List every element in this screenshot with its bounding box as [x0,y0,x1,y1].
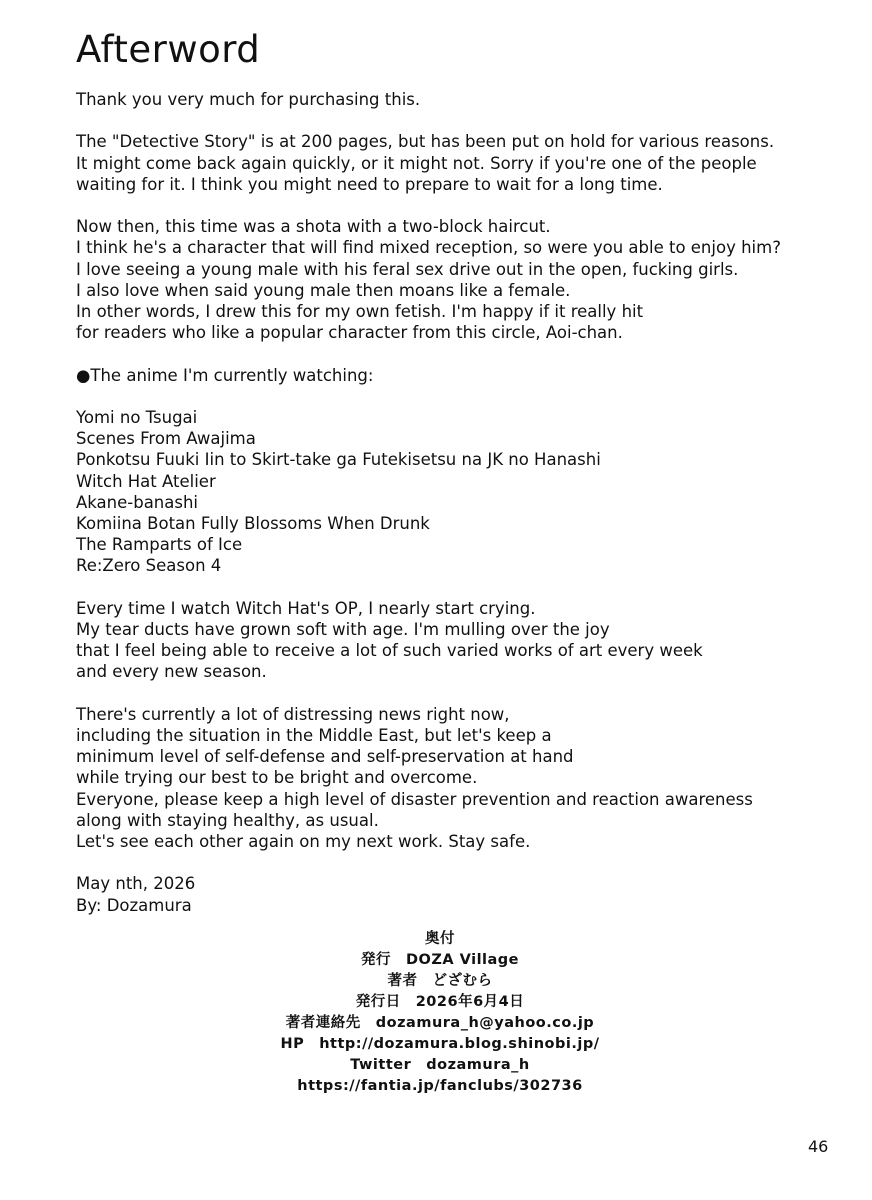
text-line: There's currently a lot of distressing news right now, [76,704,510,724]
text-line: In other words, I drew this for my own fetish. I'm happy if it really hit [76,302,644,321]
paragraph [76,89,856,110]
text-line: Akane-banashi [76,492,199,512]
paragraph [76,407,856,577]
paragraph [76,365,856,386]
colophon-line: 著者連絡先 dozamura_h@yahoo.co.jp [285,1015,595,1031]
text-line: Re:Zero Season 4 [76,556,222,576]
colophon-line: 発行日 2026年6月4日 [355,994,525,1010]
colophon [190,929,690,1097]
colophon-line: https://fantia.jp/fanclubs/302736 [297,1078,583,1094]
page-title: Afterword [76,28,261,71]
paragraph [76,598,856,683]
colophon-line: Twitter dozamura_h [350,1057,530,1073]
paragraph [76,873,856,915]
text-line: Witch Hat Atelier [76,471,216,491]
text-line: Now then, this time was a shota with a two-block haircut. [76,217,551,237]
text-line: waiting for it. I think you might need to prepare to wait for a long time. [76,174,663,194]
text-line: including the situation in the Middle East, but let's keep a [76,726,552,745]
paragraph [76,216,856,343]
text-line: I love seeing a young male with his feral sex drive out in the open, fucking girls. [76,259,739,279]
colophon-line: 発行 DOZA Village [360,952,520,968]
text-line: minimum level of self-defense and self-preservation at hand [76,747,574,767]
text-line: Komiina Botan Fully Blossoms When Drunk [76,514,430,533]
text-line: ●The anime I'm currently watching: [76,365,374,385]
colophon-heading: 奥付 [425,931,455,947]
text-line: along with staying healthy, as usual. [76,810,379,830]
text-line: The "Detective Story" is at 200 pages, but has been put on hold for various reasons. [76,132,775,152]
afterword-body [76,89,856,937]
colophon-line: HP http://dozamura.blog.shinobi.jp/ [280,1036,600,1052]
text-line: Let's see each other again on my next work. Stay safe. [76,832,531,852]
text-line: It might come back again quickly, or it might not. Sorry if you're one of the people [76,153,757,173]
paragraph [76,704,856,852]
text-line: By: Dozamura [76,895,192,915]
text-line: I also love when said young male then moans like a female. [76,280,571,300]
text-line: Every time I watch Witch Hat's OP, I nearly start crying. [76,598,536,618]
text-line: Ponkotsu Fuuki Iin to Skirt-take ga Futekisetsu na JK no Hanashi [76,450,601,470]
text-line: Yomi no Tsugai [76,407,198,427]
text-line: May nth, 2026 [76,874,196,894]
text-line: I think he's a character that will find mixed reception, so were you able to enjoy him? [76,238,781,258]
text-line: that I feel being able to receive a lot of such varied works of art every week [76,641,703,661]
text-line: Scenes From Awajima [76,429,256,449]
text-line: while trying our best to be bright and overcome. [76,768,478,788]
text-line: My tear ducts have grown soft with age. I'm mulling over the joy [76,620,610,639]
page-number: 46 [808,1137,829,1156]
text-line: Thank you very much for purchasing this. [76,90,421,109]
text-line: Everyone, please keep a high level of disaster prevention and reaction awareness [76,789,753,809]
text-line: for readers who like a popular character from this circle, Aoi-chan. [76,323,623,343]
text-line: and every new season. [76,662,267,682]
paragraph [76,131,856,195]
colophon-line: 著者 どざむら [387,973,493,989]
text-line: The Ramparts of Ice [76,535,243,555]
